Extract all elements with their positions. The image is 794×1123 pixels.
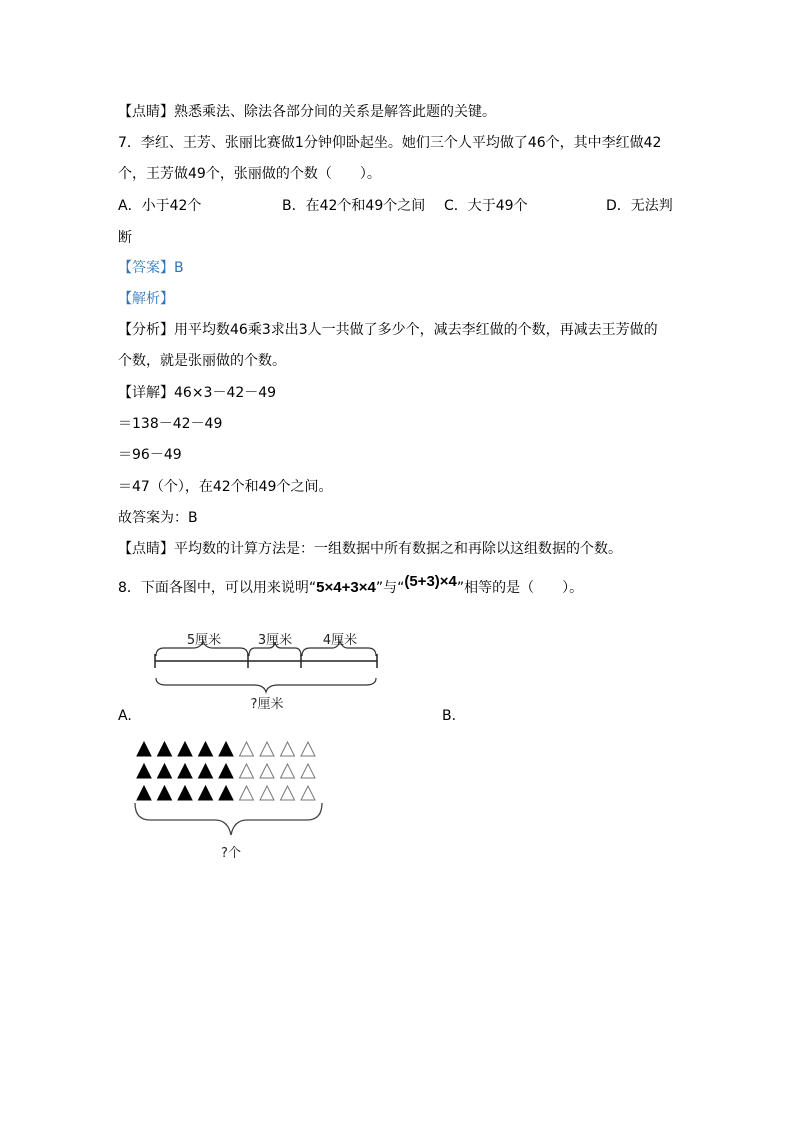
detail-line-3: ＝96－49 xyxy=(118,447,182,463)
filled-triangle xyxy=(199,764,213,778)
q7-option-d-wrap: 断 xyxy=(118,230,132,246)
q7-option-c: C．大于49个 xyxy=(444,198,528,214)
conclusion-line: 故答案为：B xyxy=(118,510,198,526)
triangle-total-label: ?个 xyxy=(221,846,241,861)
q7-option-b: B．在42个和49个之间 xyxy=(282,198,426,214)
filled-triangle xyxy=(137,764,151,778)
hollow-triangle xyxy=(281,742,295,756)
q7-option-d: D．无法判 xyxy=(606,198,673,214)
filled-triangle xyxy=(219,742,233,756)
note-text: 【点睛】熟悉乘法、除法各部分间的关系是解答此题的关键。 xyxy=(118,104,496,120)
answer-text: 【答案】B xyxy=(118,260,184,276)
q8-mid: ”与“ xyxy=(375,580,405,596)
segment-label-2: 3厘米 xyxy=(257,633,293,648)
brace-bottom xyxy=(156,678,376,692)
segment-label-3: 4厘米 xyxy=(322,633,358,648)
analysis-heading: 【解析】 xyxy=(118,291,174,307)
note-line-2: 【点睛】平均数的计算方法是：一组数据中所有数据之和再除以这组数据的个数。 xyxy=(118,541,622,557)
filled-triangle xyxy=(178,764,192,778)
filled-triangle xyxy=(199,786,213,800)
filled-triangle xyxy=(158,742,172,756)
segment-label-1: 5厘米 xyxy=(186,633,222,648)
q7-stem-text: 7．李红、王芳、张丽比赛做1分钟仰卧起坐。她们三个人平均做了46个，其中李红做42 xyxy=(118,135,662,151)
q7-option-a: A．小于42个 xyxy=(118,198,202,214)
q8-expr-2: (5+3)×4 xyxy=(404,573,457,590)
analysis-line-1: 【分析】用平均数46乘3求出3人一共做了多少个，减去李红做的个数，再减去王芳做的 xyxy=(118,322,658,338)
hollow-triangle xyxy=(240,786,254,800)
filled-triangle xyxy=(137,742,151,756)
triangle-group xyxy=(137,742,315,800)
figure-b-triangle-array xyxy=(130,738,330,862)
hollow-triangle xyxy=(260,786,274,800)
hollow-triangle xyxy=(260,742,274,756)
filled-triangle xyxy=(219,786,233,800)
q8-prefix: 8．下面各图中，可以用来说明“ xyxy=(118,580,317,596)
filled-triangle xyxy=(199,742,213,756)
answer-line xyxy=(118,258,184,278)
total-label: ?厘米 xyxy=(250,697,284,712)
brace-triangles xyxy=(135,803,322,835)
q8-option-b-label: B. xyxy=(442,708,457,724)
q8-suffix: ”相等的是（ ）。 xyxy=(456,580,584,596)
filled-triangle xyxy=(158,764,172,778)
detail-line-2: ＝138－42－49 xyxy=(118,416,223,432)
q7-stem-line-2 xyxy=(118,164,381,184)
hollow-triangle xyxy=(281,764,295,778)
q8-option-a-label: A. xyxy=(118,708,132,724)
analysis-line-2: 个数，就是张丽做的个数。 xyxy=(118,353,286,369)
hollow-triangle xyxy=(240,764,254,778)
filled-triangle xyxy=(178,786,192,800)
hollow-triangle xyxy=(281,786,295,800)
q7-stem-text-2: 个，王芳做49个，张丽做的个数（ ）。 xyxy=(118,166,381,182)
detail-line-1: 【详解】46×3－42－49 xyxy=(118,385,277,401)
detail-line-4: ＝47（个），在42个和49个之间。 xyxy=(118,479,333,495)
hollow-triangle xyxy=(260,764,274,778)
hollow-triangle xyxy=(301,764,315,778)
q8-expr-1: 5×4+3×4 xyxy=(316,579,376,596)
filled-triangle xyxy=(158,786,172,800)
q8-stem xyxy=(118,573,584,598)
filled-triangle xyxy=(137,786,151,800)
filled-triangle xyxy=(219,764,233,778)
hollow-triangle xyxy=(301,742,315,756)
note-line-1 xyxy=(118,102,496,122)
filled-triangle xyxy=(178,742,192,756)
q7-stem-line-1 xyxy=(118,133,661,153)
hollow-triangle xyxy=(301,786,315,800)
figure-a-segment-diagram xyxy=(150,628,382,714)
hollow-triangle xyxy=(240,742,254,756)
